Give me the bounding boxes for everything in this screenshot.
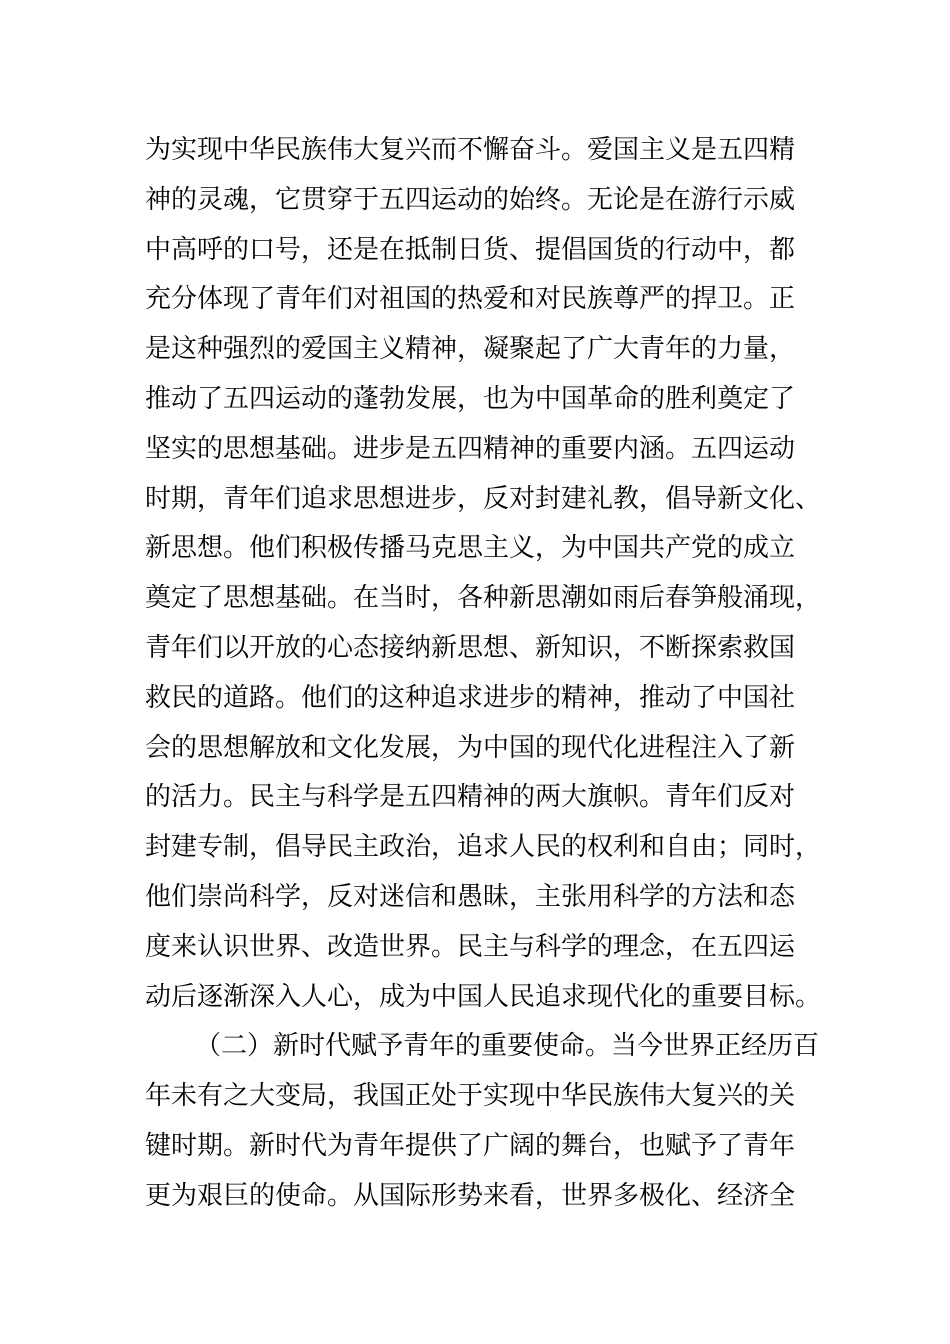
text-line: 更为艰巨的使命。从国际形势来看，世界多极化、经济全 — [145, 1180, 796, 1211]
text-line: 推动了五四运动的蓬勃发展，也为中国革命的胜利奠定了 — [145, 383, 796, 414]
text-line: 坚实的思想基础。进步是五四精神的重要内涵。五四运动 — [145, 433, 796, 464]
section-heading-line: （二）新时代赋予青年的重要使命。当今世界正经历百 — [195, 1031, 820, 1062]
text-line: 度来认识世界、改造世界。民主与科学的理念，在五四运 — [145, 931, 796, 962]
text-line: 青年们以开放的心态接纳新思想、新知识，不断探索救国 — [145, 632, 796, 663]
text-line: 奠定了思想基础。在当时，各种新思潮如雨后春笋般涌现， — [145, 583, 822, 614]
text-line: 中高呼的口号，还是在抵制日货、提倡国货的行动中，都 — [145, 234, 796, 265]
text-line: 的活力。民主与科学是五四精神的两大旗帜。青年们反对 — [145, 782, 796, 813]
text-line: 年未有之大变局，我国正处于实现中华民族伟大复兴的关 — [145, 1081, 796, 1112]
text-line: 封建专制，倡导民主政治，追求人民的权利和自由；同时， — [145, 832, 822, 863]
text-line: 他们崇尚科学，反对迷信和愚昧，主张用科学的方法和态 — [145, 881, 796, 912]
text-line: 键时期。新时代为青年提供了广阔的舞台，也赋予了青年 — [145, 1130, 796, 1161]
text-line: 时期，青年们追求思想进步，反对封建礼教，倡导新文化、 — [145, 483, 822, 514]
text-line: 为实现中华民族伟大复兴而不懈奋斗。爱国主义是五四精 — [145, 135, 796, 165]
text-line: 神的灵魂，它贯穿于五四运动的始终。无论是在游行示威 — [145, 184, 796, 215]
text-line: 新思想。他们积极传播马克思主义，为中国共产党的成立 — [145, 533, 796, 564]
text-line: 会的思想解放和文化发展，为中国的现代化进程注入了新 — [145, 732, 796, 763]
text-line: 动后逐渐深入人心，成为中国人民追求现代化的重要目标。 — [145, 981, 822, 1012]
text-line: 充分体现了青年们对祖国的热爱和对民族尊严的捍卫。正 — [145, 284, 796, 315]
text-line: 救民的道路。他们的这种追求进步的精神，推动了中国社 — [145, 682, 796, 713]
text-line: 是这种强烈的爱国主义精神，凝聚起了广大青年的力量， — [145, 334, 796, 365]
body-text — [145, 126, 825, 1222]
